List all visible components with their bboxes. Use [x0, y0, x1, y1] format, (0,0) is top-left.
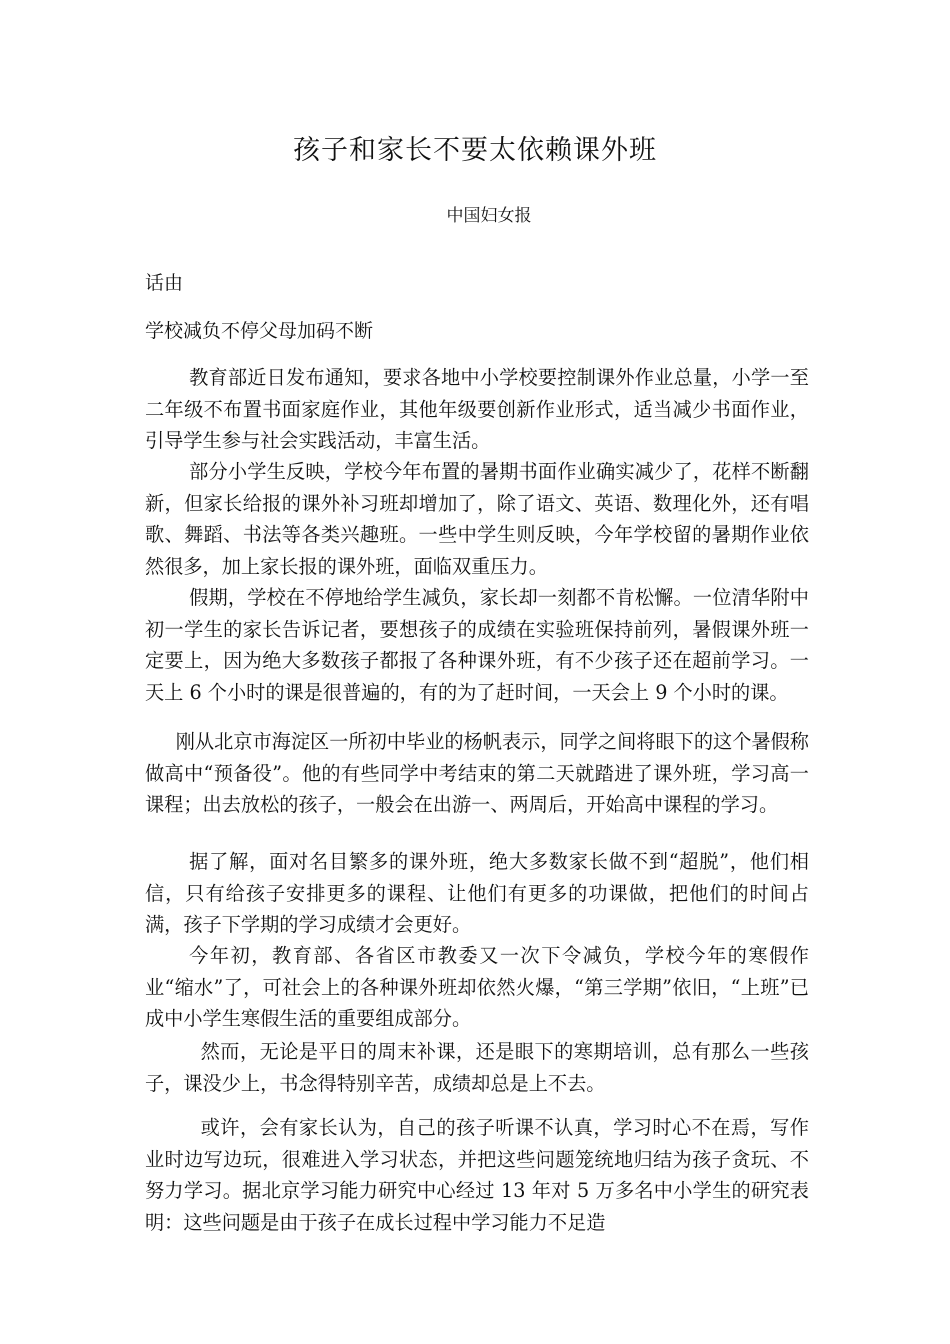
subheading: 学校减负不停父母加码不断 [145, 320, 374, 342]
paragraph-5: 据了解，面对名目繁多的课外班，绝大多数家长做不到“超脱”，他们相信，只有给孩子安排更多的课程、让他们有更多的功课做，把他们的时间占满，孩子下学期的学习成绩才会更好。 [145, 850, 809, 936]
section-label: 话由 [145, 272, 184, 294]
article-source: 中国妇女报 [446, 206, 532, 226]
article-title: 孩子和家长不要太依赖课外班 [293, 135, 657, 166]
paragraph-4: 刚从北京市海淀区一所初中毕业的杨帆表示，同学之间将眼下的这个暑假称做高中“预备役”。他的有些同学中考结束的第二天就踏进了课外班，学习高一课程；出去放松的孩子，一般会在出游一、两周后，开始高中课程的学习。 [145, 730, 809, 816]
paragraph-7: 然而，无论是平日的周末补课，还是眼下的寒期培训，总有那么一些孩子，课没少上，书念得特别辛苦，成绩却总是上不去。 [145, 1040, 809, 1095]
paragraph-1: 教育部近日发布通知，要求各地中小学校要控制课外作业总量，小学一至二年级不布置书面家庭作业，其他年级要创新作业形式，适当减少书面作业，引导学生参与社会实践活动，丰富生活。 [145, 366, 809, 452]
paragraph-3: 假期，学校在不停地给学生减负，家长却一刻都不肯松懈。一位清华附中初一学生的家长告诉记者，要想孩子的成绩在实验班保持前列，暑假课外班一定要上，因为绝大多数孩子都报了各种课外班，有不少孩子还在超前学习。一天上 6 个小时的课是很普遍的，有的为了赶时间，一天会上 9 个小时的课。 [145, 586, 809, 704]
paragraph-6: 今年初，教育部、各省区市教委又一次下令减负，学校今年的寒假作业“缩水”了，可社会上的各种课外班却依然火爆，“第三学期”依旧，“上班”已成中小学生寒假生活的重要组成部分。 [145, 944, 809, 1030]
paragraph-8: 或许，会有家长认为，自己的孩子听课不认真，学习时心不在焉，写作业时边写边玩，很难进入学习状态，并把这些问题笼统地归结为孩子贪玩、不努力学习。据北京学习能力研究中心经过 13 年对 5 万多名中小学生的研究表明：这些问题是由于孩子在成长过程中学习能力不足造 [145, 1116, 809, 1234]
paragraph-2: 部分小学生反映，学校今年布置的暑期书面作业确实减少了，花样不断翻新，但家长给报的课外补习班却增加了，除了语文、英语、数理化外，还有唱歌、舞蹈、书法等各类兴趣班。一些中学生则反映，今年学校留的暑期作业依然很多，加上家长报的课外班，面临双重压力。 [145, 460, 809, 578]
